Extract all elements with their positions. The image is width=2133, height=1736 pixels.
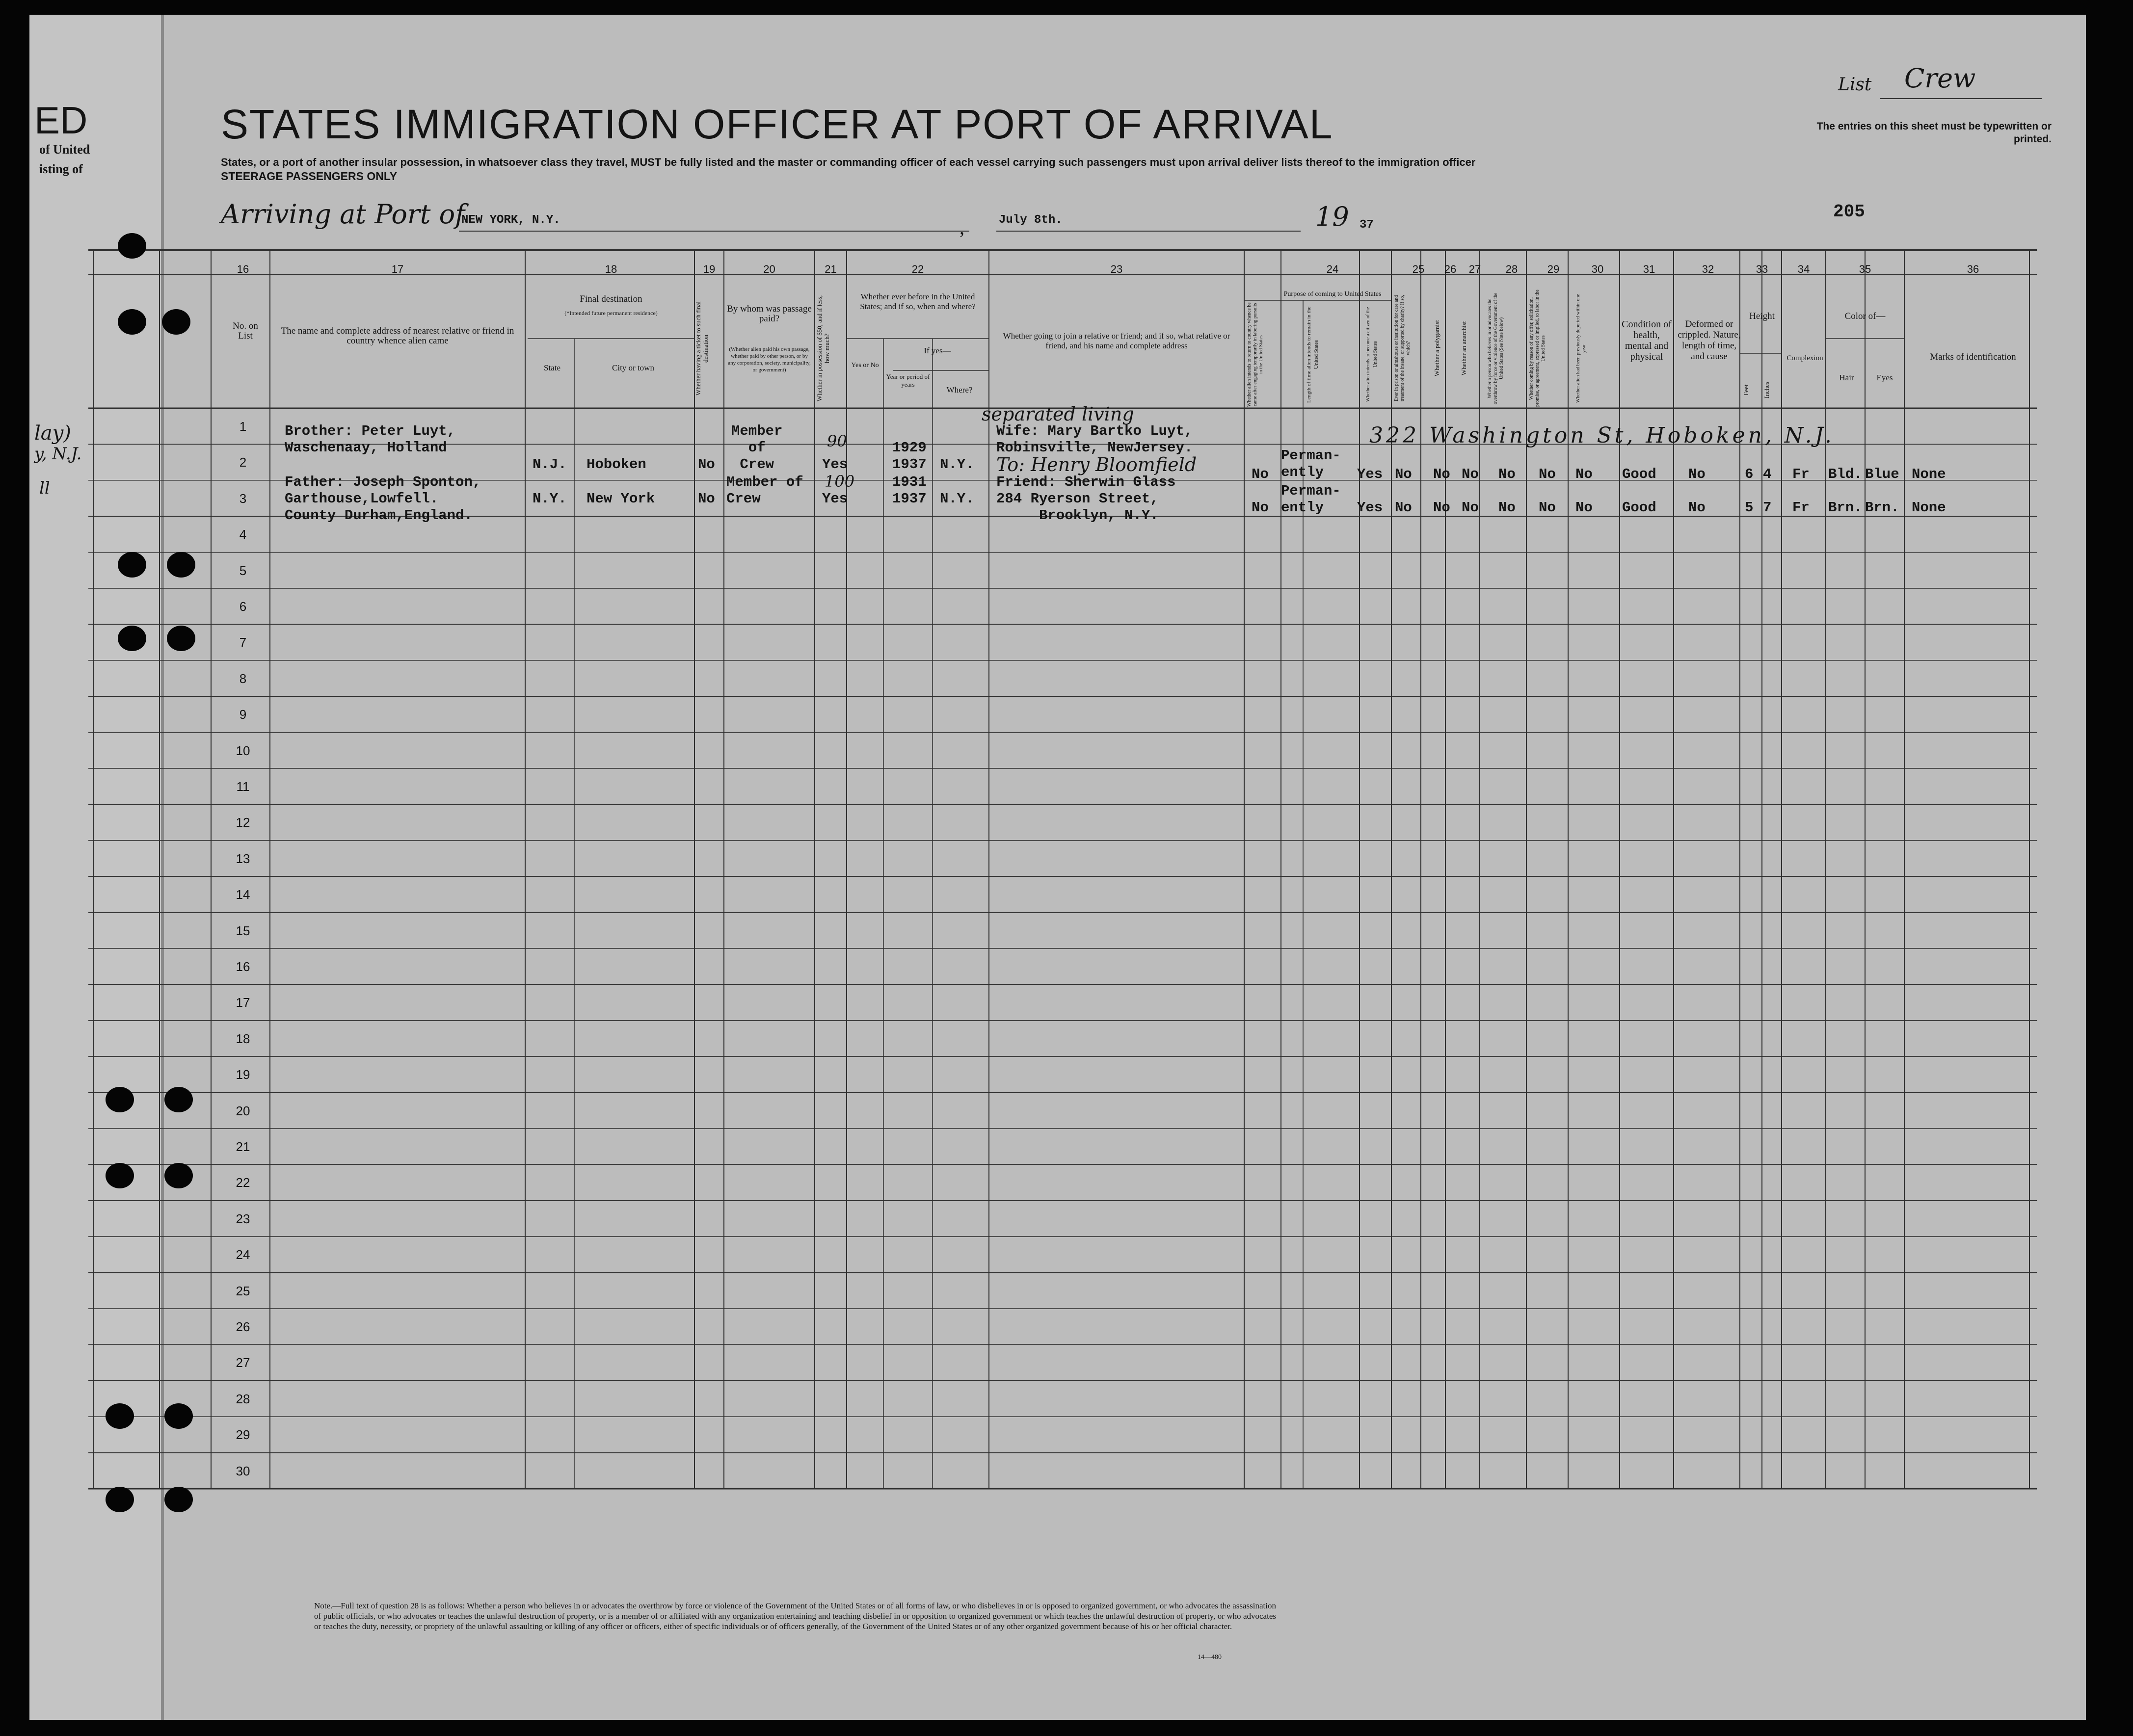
header-polygamist: Whether a polygamist [1433, 320, 1440, 377]
entry-1-money: 90 [827, 432, 847, 450]
header-eyes: Eyes [1876, 373, 1893, 382]
header-yes-no: Yes or No [851, 362, 879, 369]
punch-hole [164, 1087, 193, 1112]
colnum: 16 [237, 263, 249, 275]
header-complexion: Complexion [1786, 354, 1823, 362]
header-purpose: Purpose of coming to United States [1283, 290, 1382, 298]
punch-hole [106, 1163, 134, 1188]
colnum: 22 [911, 263, 924, 275]
header-hair: Hair [1839, 373, 1854, 382]
header-passage-paid-note: (Whether alien paid his own passage, whether paid by other person, or by any corporation, society, municipality, or government) [728, 346, 811, 373]
colnum: 17 [391, 263, 404, 275]
entry-1-inches: 4 [1763, 466, 1772, 482]
entry-2-city: New York [587, 491, 655, 507]
entry-1-complexion: Fr [1792, 466, 1810, 482]
comma: , [960, 216, 964, 238]
header-purpose-length: Length of time alien intends to remain in the United States [1306, 306, 1319, 403]
row-number: 30 [236, 1463, 250, 1478]
row-number: 18 [236, 1031, 250, 1046]
entry-1-deformed: No [1688, 466, 1706, 482]
header-marks: Marks of identification [1930, 352, 2016, 362]
header-year: Year or period of years [886, 373, 930, 388]
header-state: State [544, 363, 560, 372]
entry-2-offer: No [1539, 500, 1556, 516]
row-number: 19 [236, 1067, 250, 1082]
entry-1-anarchist: No [1462, 466, 1479, 482]
footer-note: Note.—Full text of question 28 is as follows: Whether a person who believes in or advocates the overthrow by force or violence of the Government of the United States or of all forms of law, or who disbelieves in or is opposed to organized government, or who advocates the assassination of public officials, or who advocates or teaches the unlawful destruction of property, or is a member of or affiliated with any organization entertaining and teaching disbelief in or opposition to organized government or which teaches the unlawful destruction of property, or who advocates or teaches the duty, necessity, or propriety of the unlawful assaulting or killing of any officer or officers, either of specific individuals or of officers generally, of the Government of the United States or of any other organized government because of his or her official character. [314, 1601, 1276, 1631]
entry-2-overthrow: No [1498, 500, 1516, 516]
list-label: List [1838, 75, 1872, 95]
header-passage-paid: By whom was passage paid? [727, 304, 812, 324]
entry-2-ticket: No [698, 491, 715, 507]
entry-2-hair: Brn. [1828, 500, 1863, 516]
header-final-destination: Final destination [580, 294, 642, 304]
header-ever-before: Whether ever before in the United States; and if so, when and where? [860, 292, 976, 311]
page-title: STATES IMMIGRATION OFFICER AT PORT OF ARRIVAL [221, 101, 1333, 147]
left-edge-word: ED [34, 99, 88, 142]
colnum: 26 [1444, 263, 1457, 275]
header-city: City or town [612, 363, 654, 372]
entry-1-overthrow: No [1498, 466, 1516, 482]
header-join-relative: Whether going to join a relative or friend; and if so, what relative or friend, and his name and complete address [1003, 331, 1230, 350]
row-number: 17 [236, 995, 250, 1010]
header-if-yes: If yes— [924, 346, 951, 355]
list-value: Crew [1904, 63, 1976, 94]
entry-2-handwritten-to: To: Henry Bloomfield [996, 454, 1197, 475]
header-prison: Ever in prison or almshouse or institution for care and treatment of the insane, or supported by charity? If so, which? [1394, 295, 1411, 402]
typewriter-note: The entries on this sheet must be typewritten or printed. [1816, 121, 2052, 145]
entry-2-anarchist: No [1462, 500, 1479, 516]
row-number: 29 [236, 1427, 250, 1443]
header-purpose-return: Whether alien intends to return to country whence he came after engaging temporarily in laboring pursuits in the United States [1247, 302, 1264, 407]
year-prefix: 19 [1315, 201, 1349, 232]
header-offer: Whether coming by reason of any offer, solicitation, promise, or agreement, expressed or implied, to labor in the United States [1529, 289, 1546, 407]
row-number: 27 [236, 1355, 250, 1370]
header-final-destination-note: (*Intended future permanent residence) [564, 310, 658, 316]
colnum: 29 [1547, 263, 1560, 275]
row-number: 20 [236, 1103, 250, 1118]
date-value: July 8th. [999, 213, 1063, 227]
colnum: 21 [825, 263, 837, 275]
row-number: 13 [236, 851, 250, 866]
colnum: 20 [763, 263, 775, 275]
row-number: 12 [236, 815, 250, 830]
colnum: 24 [1326, 263, 1339, 275]
header-nearest-relative: The name and complete address of nearest relative or friend in country whence alien came [281, 326, 514, 346]
row-number: 8 [239, 671, 247, 686]
entry-2-paid-by: Member of Crew [726, 474, 803, 507]
row-number: 1 [239, 419, 247, 434]
punch-hole [106, 1487, 134, 1512]
row-number: 2 [239, 455, 247, 470]
punch-hole [162, 309, 190, 335]
punch-hole [164, 1487, 193, 1512]
colnum: 35 [1859, 263, 1871, 275]
colnum: 30 [1591, 263, 1604, 275]
header-overthrow: Whether a person who believes in or advocates the overthrow by force or violence of the Government of the United States (See Note below) [1487, 292, 1504, 404]
entry-2-complexion: Fr [1792, 500, 1810, 516]
header-deported: Whether alien had been previously deported within one year [1575, 294, 1587, 403]
entry-1-marks: None [1912, 466, 1946, 482]
entry-2-years: 1931 1937 [892, 474, 927, 507]
punch-hole [106, 1087, 134, 1112]
row-number: 28 [236, 1391, 250, 1406]
entry-2-temp: No [1252, 500, 1269, 516]
colnum: 31 [1643, 263, 1655, 275]
row-number: 23 [236, 1211, 250, 1226]
entry-2-feet: 5 [1745, 500, 1754, 516]
entry-1-hair: Bld. [1828, 466, 1863, 482]
entry-1-before: Yes [822, 456, 848, 473]
entry-1-length: Perman- ently [1281, 447, 1341, 480]
entry-1-years: 1929 1937 [892, 440, 927, 473]
header-fifty-dollars: Whether in possession of $50, and if less, how much? [816, 295, 830, 402]
row-number: 6 [239, 599, 247, 614]
left-margin-handwriting: lay) [34, 422, 71, 445]
row-number: 26 [236, 1319, 250, 1334]
entry-2-deformed: No [1688, 500, 1706, 516]
punch-hole [167, 552, 195, 578]
row-number: 25 [236, 1283, 250, 1298]
colnum: 18 [605, 263, 617, 275]
entry-1-paid-by: Member of Crew [731, 423, 783, 473]
entry-1-handwritten-address: 322 Washington St, Hoboken, N.J. [1369, 423, 1835, 448]
punch-hole [164, 1403, 193, 1429]
entry-1-ticket: No [698, 456, 715, 473]
entry-1-handwritten-separated: separated living [982, 403, 1134, 425]
entry-2-deported: No [1575, 500, 1593, 516]
entry-1-state: N.J. [533, 456, 567, 473]
header-health: Condition of health, mental and physical [1622, 319, 1672, 362]
entry-1-where: N.Y. [940, 456, 974, 473]
entry-1-feet: 6 [1745, 466, 1754, 482]
entry-2-before: Yes [822, 491, 848, 507]
entry-1-temp: No [1252, 466, 1269, 482]
entry-2-where: N.Y. [940, 491, 974, 507]
entry-2-health: Good [1622, 500, 1656, 516]
row-number: 16 [236, 959, 250, 974]
entry-2-eyes: Brn. [1865, 500, 1899, 516]
row-number: 7 [239, 635, 247, 650]
punch-hole [164, 1163, 193, 1188]
header-purpose-citizen: Whether alien intends to become a citizen of the United States [1365, 307, 1378, 402]
left-edge-word: of United [39, 142, 90, 157]
row-number: 5 [239, 563, 247, 578]
header-deformed: Deformed or crippled. Nature, length of time, and cause [1678, 319, 1741, 362]
entry-2-marks: None [1912, 500, 1946, 516]
header-height: Height [1749, 311, 1775, 321]
header-color-of: Color of— [1844, 311, 1886, 321]
colnum: 28 [1505, 263, 1518, 275]
entry-2-length: Perman- ently [1281, 483, 1341, 516]
entry-1-deported: No [1575, 466, 1593, 482]
left-margin-handwriting: ll [39, 478, 50, 498]
entry-2-money: 100 [825, 472, 855, 491]
form-code: 14—480 [1198, 1654, 1222, 1661]
row-number: 21 [236, 1139, 250, 1154]
page-number: 205 [1833, 202, 1865, 222]
row-number: 10 [236, 743, 250, 758]
entry-2-prison: No [1395, 500, 1412, 516]
subtitle-steerage: STEERAGE PASSENGERS ONLY [221, 170, 398, 183]
entry-2-state: N.Y. [533, 491, 567, 507]
left-margin-handwriting: y, N.J. [34, 444, 82, 464]
punch-hole [118, 552, 146, 578]
entry-2-relative: Father: Joseph Sponton, Garthouse,Lowfell. County Durham,England. [285, 474, 481, 524]
row-number: 22 [236, 1175, 250, 1190]
punch-hole [106, 1403, 134, 1429]
header-where: Where? [946, 385, 973, 395]
header-anarchist: Whether an anarchist [1460, 321, 1467, 376]
row-number: 4 [239, 527, 247, 542]
colnum: 34 [1797, 263, 1810, 275]
entry-1-health: Good [1622, 466, 1656, 482]
punch-hole [118, 233, 146, 259]
colnum: 36 [1967, 263, 1979, 275]
colnum: 19 [703, 263, 716, 275]
year-suffix: 37 [1360, 218, 1374, 232]
entry-2-polygamist: No [1433, 500, 1450, 516]
punch-hole [118, 626, 146, 651]
entry-1-join: Wife: Mary Bartko Luyt, Robinsville, NewJersey. [996, 423, 1193, 456]
left-edge-word: isting of [39, 162, 83, 176]
entry-1-offer: No [1539, 466, 1556, 482]
punch-hole [118, 309, 146, 335]
header-ticket: Whether having a ticket to such final destination [694, 301, 709, 396]
header-no-on-list: No. on List [233, 321, 258, 341]
punch-hole [167, 626, 195, 651]
row-number: 11 [236, 779, 250, 794]
row-number: 3 [239, 491, 247, 506]
row-number: 14 [236, 887, 250, 902]
header-inches: Inches [1763, 382, 1770, 398]
entry-1-prison: No [1395, 466, 1412, 482]
entry-2-citizen: Yes [1357, 500, 1383, 516]
colnum: 25 [1412, 263, 1425, 275]
entry-1-relative: Brother: Peter Luyt, Waschenaay, Holland [285, 423, 456, 456]
entry-2-inches: 7 [1763, 500, 1772, 516]
colnum: 33 [1756, 263, 1768, 275]
entry-1-citizen: Yes [1357, 466, 1383, 482]
row-number: 15 [236, 923, 250, 938]
subtitle: States, or a port of another insular possession, in whatsoever class they travel, MUST be fully listed and the master or commanding officer of each vessel carrying such passengers must upon arrival deliver lists thereof to the immigration officer [221, 156, 1476, 168]
arriving-label: Arriving at Port of [221, 199, 465, 230]
entry-1-eyes: Blue [1865, 466, 1899, 482]
colnum: 27 [1468, 263, 1481, 275]
row-number: 9 [239, 707, 247, 722]
colnum: 32 [1702, 263, 1714, 275]
row-number: 24 [236, 1247, 250, 1263]
entry-1-city: Hoboken [587, 456, 646, 473]
header-feet: Feet [1742, 384, 1750, 396]
port-value: NEW YORK, N.Y. [461, 213, 560, 227]
entry-1-polygamist: No [1433, 466, 1450, 482]
colnum: 23 [1110, 263, 1123, 275]
entry-2-join: Friend: Sherwin Glass 284 Ryerson Street, Brooklyn, N.Y. [996, 474, 1176, 524]
